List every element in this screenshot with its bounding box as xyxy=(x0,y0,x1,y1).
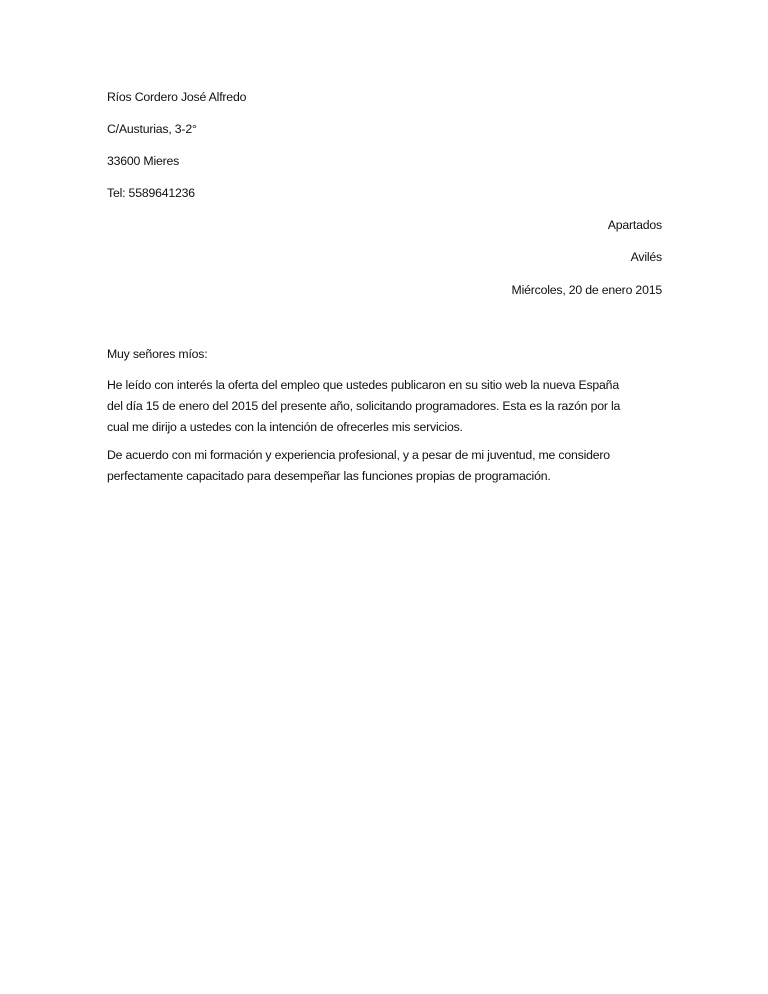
paragraph2-line: perfectamente capacitado para desempeñar las funciones propias de programación. xyxy=(107,469,551,483)
sender-address: C/Austurias, 3-2° xyxy=(107,122,197,136)
recipient-line2: Avilés xyxy=(630,250,662,264)
paragraph2-line: De acuerdo con mi formación y experiencia profesional, y a pesar de mi juventud, me considero xyxy=(107,448,610,462)
sender-city: 33600 Mieres xyxy=(107,154,180,168)
letter-date: Miércoles, 20 de enero 2015 xyxy=(511,283,662,297)
sender-name: Ríos Cordero José Alfredo xyxy=(107,90,247,104)
paragraph1-line: He leído con interés la oferta del empleo que ustedes publicaron en su sitio web la nueva España xyxy=(107,378,619,392)
salutation: Muy señores míos: xyxy=(107,347,208,361)
recipient-line1: Apartados xyxy=(607,218,662,232)
sender-phone: Tel: 5589641236 xyxy=(107,186,195,200)
paragraph1-line: cual me dirijo a ustedes con la intención de ofrecerles mis servicios. xyxy=(107,420,463,434)
paragraph1-line: del día 15 de enero del 2015 del presente año, solicitando programadores. Esta es la razón por la xyxy=(107,399,621,413)
